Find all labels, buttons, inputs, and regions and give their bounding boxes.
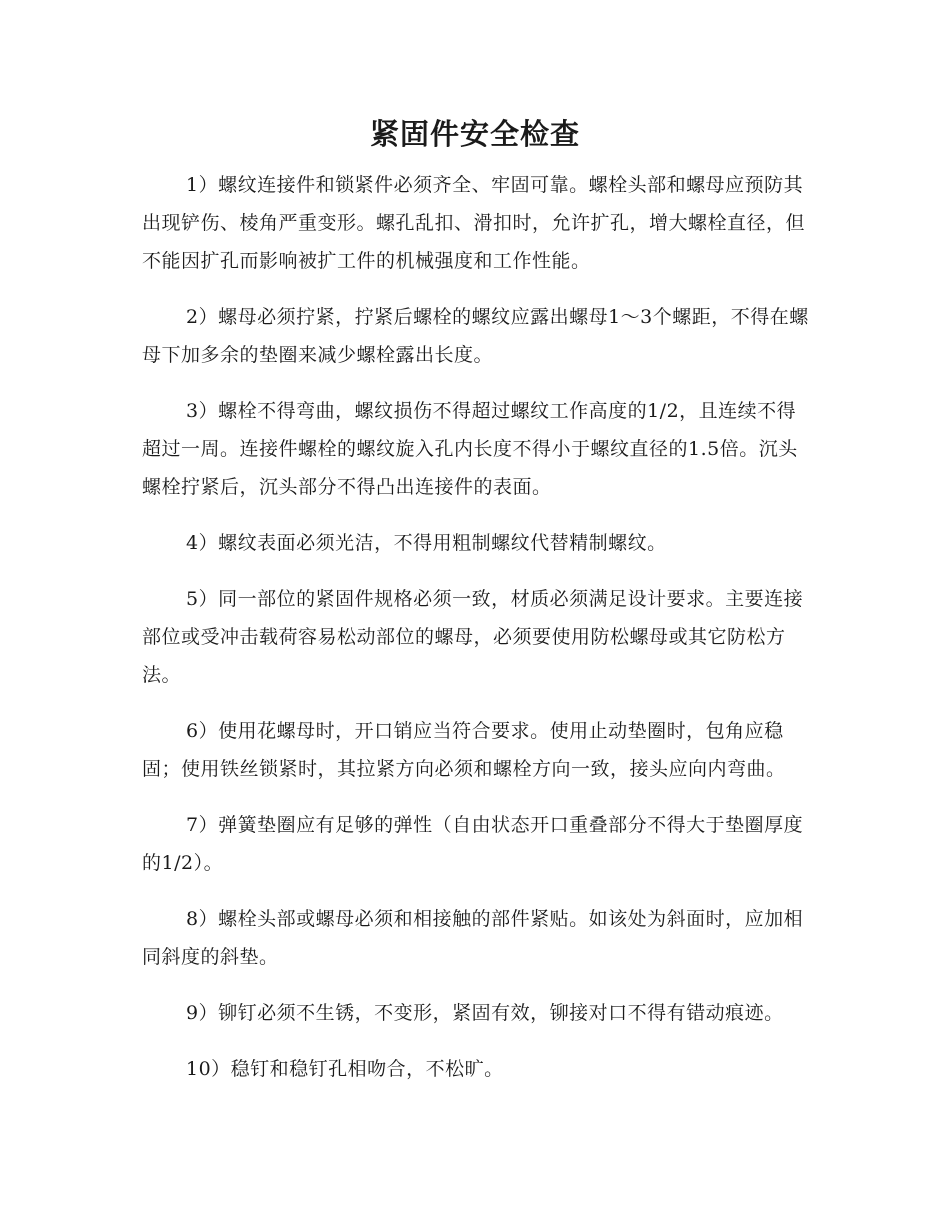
paragraph-6: 6）使用花螺母时，开口销应当符合要求。使用止动垫圈时，包角应稳固；使用铁丝锁紧时，其拉紧方向必须和螺栓方向一致，接头应向内弯曲。 [142, 720, 786, 780]
document-body [142, 166, 810, 1106]
paragraph-1: 1）螺纹连接件和锁紧件必须齐全、牢固可靠。螺栓头部和螺母应预防其出现铲伤、棱角严重变形。螺孔乱扣、滑扣时，允许扩孔，增大螺栓直径，但不能因扩孔而影响被扩工件的机械强度和工作性能。 [142, 174, 806, 272]
paragraph-9: 9）铆钉必须不生锈，不变形，紧固有效，铆接对口不得有错动痕迹。 [186, 1002, 784, 1024]
paragraph-10: 10）稳钉和稳钉孔相吻合，不松旷。 [186, 1058, 504, 1080]
paragraph-3: 3）螺栓不得弯曲，螺纹损伤不得超过螺纹工作高度的1/2，且连续不得超过一周。连接件螺栓的螺纹旋入孔内长度不得小于螺纹直径的1.5倍。沉头螺栓拧紧后，沉头部分不得凸出连接件的表面。 [142, 400, 798, 498]
paragraph-2: 2）螺母必须拧紧，拧紧后螺栓的螺纹应露出螺母1～3个螺距，不得在螺母下加多余的垫圈来减少螺栓露出长度。 [142, 306, 809, 366]
page-title: 紧固件安全检查 [369, 117, 580, 151]
paragraph-4: 4）螺纹表面必须光洁，不得用粗制螺纹代替精制螺纹。 [186, 532, 667, 554]
paragraph-5: 5）同一部位的紧固件规格必须一致，材质必须满足设计要求。主要连接部位或受冲击载荷容易松动部位的螺母，必须要使用防松螺母或其它防松方法。 [142, 588, 804, 686]
paragraph-7: 7）弹簧垫圈应有足够的弹性（自由状态开口重叠部分不得大于垫圈厚度的1/2）。 [142, 814, 804, 874]
paragraph-8: 8）螺栓头部或螺母必须和相接触的部件紧贴。如该处为斜面时，应加相同斜度的斜垫。 [142, 908, 804, 968]
